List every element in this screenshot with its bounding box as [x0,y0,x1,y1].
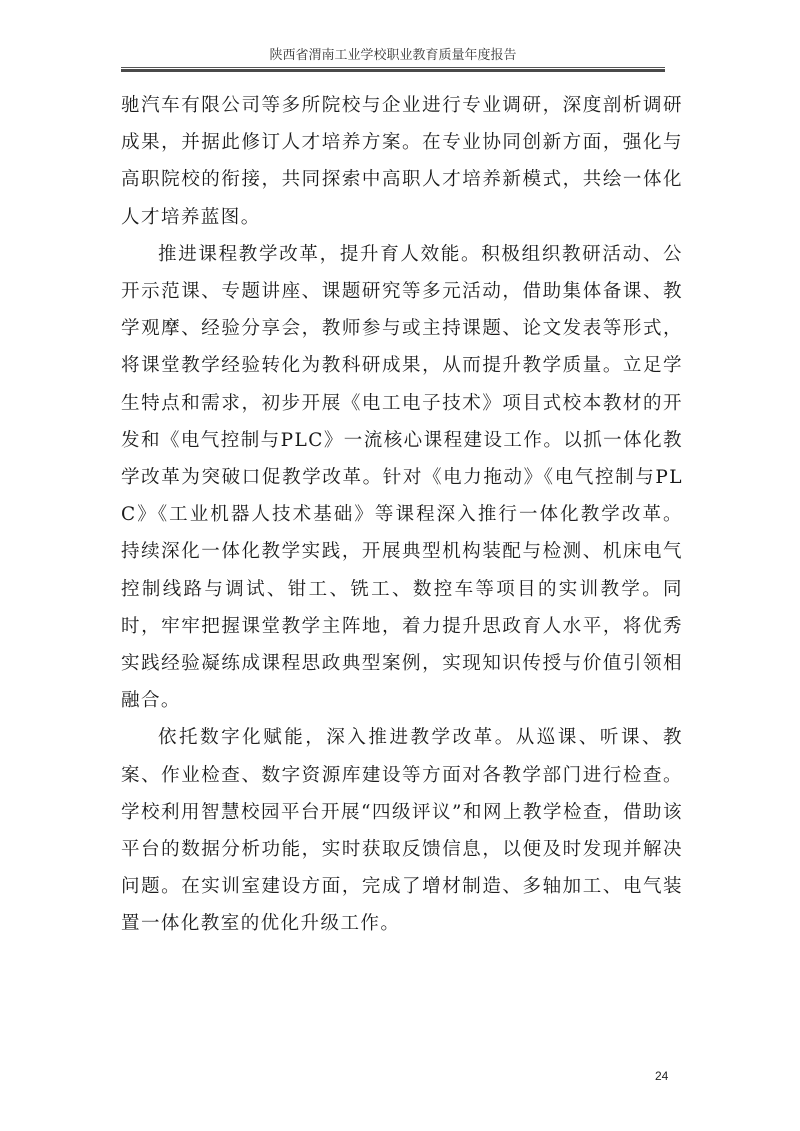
header-title: 陕西省渭南工业学校职业教育质量年度报告 [269,48,517,63]
page-header [121,48,665,72]
header-rule-thick-line [121,69,665,72]
paragraph-continuation: 驰汽车有限公司等多所院校与企业进行专业调研，深度剖析调研成果，并据此修订人才培养方案。在专业协同创新方面，强化与高职院校的衔接，共同探索中高职人才培养新模式，共绘一体化人才培养蓝图。 [121,95,683,228]
paragraph-course-reform: 推进课程教学改革，提升育人效能。积极组织教研活动、公开示范课、专题讲座、课题研究等多元活动，借助集体备课、教学观摩、经验分享会，教师参与或主持课题、论文发表等形式，将课堂教学经验转化为教科研成果，从而提升教学质量。立足学生特点和需求，初步开展《电工电子技术》项目式校本教材的开发和《电气控制与PLC》一流核心课程建设工作。以抓一体化教学改革为突破口促教学改革。针对《电力拖动》《电气控制与PLC》《工业机器人技术基础》等课程深入推行一体化教学改革。持续深化一体化教学实践，开展典型机构装配与检测、机床电气控制线路与调试、钳工、铣工、数控车等项目的实训教学。同时，牢牢把握课堂教学主阵地，着力提升思政育人水平，将优秀实践经验凝练成课程思政典型案例，实现知识传授与价值引领相融合。 [121,243,683,712]
page-number: 24 [655,1069,669,1083]
header-rule-thin-line [121,67,665,68]
document-body [121,87,683,943]
paragraph-digital-empowerment: 依托数字化赋能，深入推进教学改革。从巡课、听课、教案、作业检查、数字资源库建设等方面对各教学部门进行检查。学校利用智慧校园平台开展“四级评议”和网上教学检查，借助该平台的数据分析功能，实时获取反馈信息，以便及时发现并解决问题。在实训室建设方面，完成了增材制造、多轴加工、电气装置一体化教室的优化升级工作。 [121,727,683,935]
header-rule [121,67,665,72]
